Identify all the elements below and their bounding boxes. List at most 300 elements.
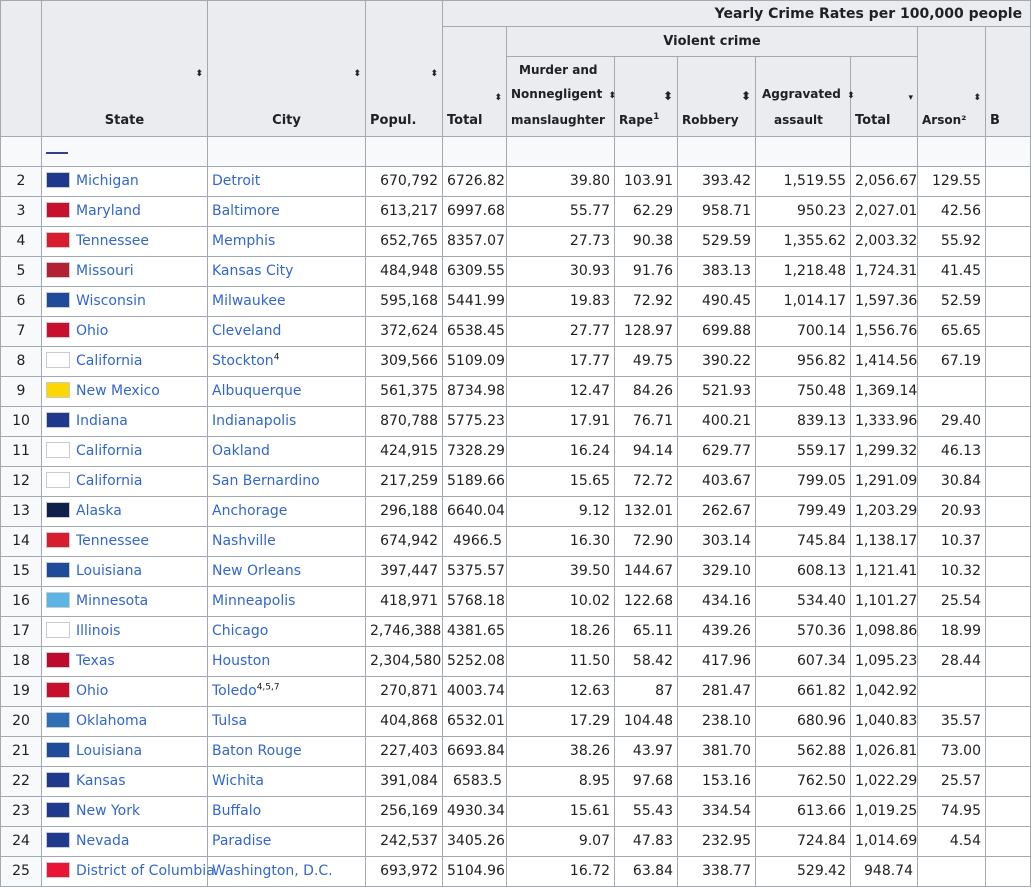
state-link[interactable]: Wisconsin (76, 293, 146, 309)
aggravated-assault-cell: 700.14 (756, 317, 851, 347)
rank-cell: 15 (1, 557, 42, 587)
next-column-cell (986, 467, 1031, 497)
spacer-cell (208, 137, 366, 167)
state-cell (42, 527, 208, 557)
robbery-cell: 238.10 (678, 707, 756, 737)
next-column-cell (986, 197, 1031, 227)
aggravated-assault-cell: 1,519.55 (756, 167, 851, 197)
arson-header[interactable] (918, 27, 986, 137)
rank-cell: 2 (1, 167, 42, 197)
aggravated-assault-cell: 799.49 (756, 497, 851, 527)
spacer-cell (42, 137, 208, 167)
sort-icon[interactable]: ⬍ (847, 91, 855, 101)
table-row (1, 227, 1031, 257)
next-column-cell (986, 617, 1031, 647)
rank-cell: 4 (1, 227, 42, 257)
table-row (1, 437, 1031, 467)
total-cell: 6583.5 (443, 767, 507, 797)
rape-cell: 104.48 (615, 707, 678, 737)
sort-icon[interactable]: ⬍ (494, 93, 502, 103)
arson-cell: 65.65 (918, 317, 986, 347)
city-header-label: City (272, 113, 301, 128)
total-cell: 8357.07 (443, 227, 507, 257)
arson-cell: 4.54 (918, 827, 986, 857)
total-cell: 5775.23 (443, 407, 507, 437)
rape-cell: 62.29 (615, 197, 678, 227)
rape-cell: 76.71 (615, 407, 678, 437)
state-link[interactable]: California (76, 353, 143, 369)
next-column-cell (986, 737, 1031, 767)
violent-total-cell: 1,414.56 (851, 347, 918, 377)
state-link[interactable]: Michigan (76, 173, 139, 189)
arson-header-label: Arson² (922, 113, 967, 127)
california-flag-icon (46, 352, 70, 368)
arson-cell: 41.45 (918, 257, 986, 287)
murder-cell: 12.63 (507, 677, 615, 707)
total-cell: 6997.68 (443, 197, 507, 227)
table-row (1, 557, 1031, 587)
state-link[interactable]: Ohio (76, 323, 109, 339)
violent-total-cell: 1,098.86 (851, 617, 918, 647)
robbery-cell: 390.22 (678, 347, 756, 377)
robbery-cell: 490.45 (678, 287, 756, 317)
murder-cell: 11.50 (507, 647, 615, 677)
city-link[interactable]: Buffalo (212, 803, 262, 819)
rape-cell: 91.76 (615, 257, 678, 287)
state-link[interactable]: Illinois (76, 623, 121, 639)
nevada-flag-icon (46, 832, 70, 848)
violent-total-cell: 1,101.27 (851, 587, 918, 617)
rank-cell: 6 (1, 287, 42, 317)
state-link[interactable]: New York (76, 803, 141, 819)
state-link[interactable]: Louisiana (76, 563, 143, 579)
city-footnote[interactable]: 4,5,7 (256, 682, 280, 693)
aggravated-assault-cell: 559.17 (756, 437, 851, 467)
total-cell: 5109.09 (443, 347, 507, 377)
wisconsin-flag-icon (46, 292, 70, 308)
rape-cell: 87 (615, 677, 678, 707)
header-spacer-row (1, 137, 1031, 167)
city-link[interactable]: Paradise (212, 833, 272, 849)
city-link[interactable]: Nashville (212, 533, 276, 549)
arson-cell: 129.55 (918, 167, 986, 197)
robbery-cell: 393.42 (678, 167, 756, 197)
state-cell (42, 797, 208, 827)
rank-cell: 20 (1, 707, 42, 737)
city-link[interactable]: Milwaukee (212, 293, 286, 309)
violent-total-cell: 2,056.67 (851, 167, 918, 197)
murder-cell: 18.26 (507, 617, 615, 647)
maryland-flag-icon (46, 202, 70, 218)
total-cell: 5768.18 (443, 587, 507, 617)
violent-total-cell: 1,333.96 (851, 407, 918, 437)
total-cell: 4966.5 (443, 527, 507, 557)
arson-cell: 30.84 (918, 467, 986, 497)
population-cell: 309,566 (366, 347, 443, 377)
population-cell: 391,084 (366, 767, 443, 797)
city-link[interactable]: New Orleans (212, 563, 302, 579)
next-column-cell (986, 167, 1031, 197)
state-cell (42, 287, 208, 317)
murder-line1: Murder and (519, 63, 598, 77)
total-cell: 6726.82 (443, 167, 507, 197)
city-link[interactable]: Baton Rouge (212, 743, 302, 759)
state-cell (42, 767, 208, 797)
state-link[interactable]: Louisiana (76, 743, 143, 759)
city-cell (208, 407, 366, 437)
rank-cell: 17 (1, 617, 42, 647)
rape-cell: 103.91 (615, 167, 678, 197)
arson-cell: 20.93 (918, 497, 986, 527)
murder-cell: 17.77 (507, 347, 615, 377)
violent-total-cell: 1,095.23 (851, 647, 918, 677)
robbery-cell: 383.13 (678, 257, 756, 287)
total-cell: 6538.45 (443, 317, 507, 347)
murder-line2-wrap (511, 82, 617, 108)
city-link[interactable]: Washington, D.C. (212, 863, 333, 879)
state-link[interactable]: Minnesota (76, 593, 149, 609)
arson-cell: 73.00 (918, 737, 986, 767)
aggravated-assault-cell: 529.42 (756, 857, 851, 887)
indiana-flag-icon (46, 412, 70, 428)
rank-cell: 23 (1, 797, 42, 827)
rape-cell: 72.92 (615, 287, 678, 317)
state-link[interactable]: Maryland (76, 203, 141, 219)
population-cell: 2,304,580 (366, 647, 443, 677)
population-cell: 397,447 (366, 557, 443, 587)
population-cell: 372,624 (366, 317, 443, 347)
table-row (1, 617, 1031, 647)
violent-total-cell: 1,042.92 (851, 677, 918, 707)
population-cell: 424,915 (366, 437, 443, 467)
state-link[interactable]: District of Columbia (76, 863, 215, 879)
aggravated-assault-cell: 724.84 (756, 827, 851, 857)
violent-total-cell: 1,138.17 (851, 527, 918, 557)
city-header[interactable] (208, 1, 366, 137)
aggravated-assault-header[interactable] (756, 57, 855, 137)
state-link[interactable]: Ohio (76, 683, 109, 699)
arson-cell (918, 857, 986, 887)
new-york-flag-icon (46, 802, 70, 818)
state-cell (42, 257, 208, 287)
aggravated-assault-cell: 661.82 (756, 677, 851, 707)
state-cell (42, 617, 208, 647)
murder-cell: 15.65 (507, 467, 615, 497)
violent-total-cell: 1,556.76 (851, 317, 918, 347)
aggravated-assault-cell: 613.66 (756, 797, 851, 827)
arson-cell: 46.13 (918, 437, 986, 467)
population-cell: 296,188 (366, 497, 443, 527)
next-column-cell (986, 347, 1031, 377)
robbery-cell: 434.16 (678, 587, 756, 617)
rape-cell: 63.84 (615, 857, 678, 887)
violent-total-cell: 1,040.83 (851, 707, 918, 737)
spacer-cell (443, 137, 507, 167)
aggravated-assault-cell: 745.84 (756, 527, 851, 557)
next-column-cell (986, 707, 1031, 737)
table-row (1, 587, 1031, 617)
city-link[interactable]: Kansas City (212, 263, 294, 279)
city-cell (208, 677, 366, 707)
murder-cell: 16.72 (507, 857, 615, 887)
city-link[interactable]: Toledo (212, 683, 257, 699)
california-flag-icon (46, 442, 70, 458)
total-cell: 4930.34 (443, 797, 507, 827)
rank-cell: 22 (1, 767, 42, 797)
violent-total-cell: 948.74 (851, 857, 918, 887)
state-cell (42, 227, 208, 257)
population-cell: 242,537 (366, 827, 443, 857)
table-row (1, 467, 1031, 497)
murder-cell: 9.07 (507, 827, 615, 857)
city-link[interactable]: Albuquerque (212, 383, 302, 399)
rape-header[interactable] (615, 57, 678, 137)
district-of-columbia-flag-icon (46, 862, 70, 878)
total-cell: 4003.74 (443, 677, 507, 707)
robbery-cell: 232.95 (678, 827, 756, 857)
violent-total-cell: 2,003.32 (851, 227, 918, 257)
murder-cell: 17.91 (507, 407, 615, 437)
table-row (1, 707, 1031, 737)
missouri-flag-icon (46, 262, 70, 278)
total-cell: 6640.04 (443, 497, 507, 527)
rank-cell: 9 (1, 377, 42, 407)
city-link[interactable]: Houston (212, 653, 271, 669)
rape-cell: 122.68 (615, 587, 678, 617)
robbery-header-label: Robbery (682, 113, 739, 127)
population-cell: 217,259 (366, 467, 443, 497)
california-flag-icon (46, 472, 70, 488)
aggravated-assault-cell: 799.05 (756, 467, 851, 497)
city-link[interactable]: Indianapolis (212, 413, 297, 429)
city-cell (208, 197, 366, 227)
next-column-cell (986, 317, 1031, 347)
aggravated-assault-cell: 570.36 (756, 617, 851, 647)
city-link[interactable]: Detroit (212, 173, 261, 189)
murder-cell: 27.73 (507, 227, 615, 257)
murder-line2: Nonnegligent (511, 87, 603, 101)
city-link[interactable]: Stockton (212, 353, 274, 369)
rape-footnote[interactable]: 1 (653, 112, 660, 122)
robbery-cell: 403.67 (678, 467, 756, 497)
state-link[interactable]: California (76, 443, 143, 459)
city-cell (208, 437, 366, 467)
city-link[interactable]: Memphis (212, 233, 276, 249)
sort-icon[interactable]: ⬍ (973, 93, 981, 103)
state-cell (42, 467, 208, 497)
murder-header[interactable] (507, 57, 615, 137)
next-column-header[interactable] (986, 27, 1031, 137)
city-link[interactable]: Wichita (212, 773, 264, 789)
violent-crime-header (507, 27, 918, 57)
next-column-label: B (990, 113, 1000, 128)
table-row (1, 317, 1031, 347)
murder-cell: 38.26 (507, 737, 615, 767)
table-row (1, 257, 1031, 287)
state-link[interactable]: Kansas (76, 773, 126, 789)
louisiana-flag-icon (46, 742, 70, 758)
state-link[interactable]: Oklahoma (76, 713, 148, 729)
arson-cell: 10.37 (918, 527, 986, 557)
state-link[interactable]: Nevada (76, 833, 130, 849)
table-row (1, 527, 1031, 557)
next-column-cell (986, 857, 1031, 887)
table-body (1, 137, 1031, 887)
rape-cell: 72.90 (615, 527, 678, 557)
total-header[interactable] (443, 27, 507, 137)
rape-cell: 72.72 (615, 467, 678, 497)
violent-total-cell: 1,291.09 (851, 467, 918, 497)
rank-cell: 13 (1, 497, 42, 527)
next-column-cell (986, 407, 1031, 437)
rape-cell: 49.75 (615, 347, 678, 377)
spacer-cell (986, 137, 1031, 167)
population-cell: 418,971 (366, 587, 443, 617)
spacer-cell (615, 137, 678, 167)
city-footnote[interactable]: 4 (273, 352, 280, 363)
murder-cell: 10.02 (507, 587, 615, 617)
murder-cell: 39.50 (507, 557, 615, 587)
population-cell: 670,792 (366, 167, 443, 197)
sort-icon[interactable]: ⬍ (740, 89, 751, 103)
aggravated-assault-cell: 1,218.48 (756, 257, 851, 287)
violent-total-cell: 1,121.41 (851, 557, 918, 587)
state-cell (42, 377, 208, 407)
state-cell (42, 647, 208, 677)
state-cell (42, 707, 208, 737)
rape-cell: 65.11 (615, 617, 678, 647)
violent-total-cell: 1,019.25 (851, 797, 918, 827)
state-link[interactable]: California (76, 473, 143, 489)
murder-cell: 12.47 (507, 377, 615, 407)
table-row (1, 497, 1031, 527)
city-link[interactable]: Anchorage (212, 503, 288, 519)
population-cell: 693,972 (366, 857, 443, 887)
city-cell (208, 767, 366, 797)
total-cell: 5441.99 (443, 287, 507, 317)
sort-icon[interactable]: ⬍ (662, 89, 673, 103)
violent-total-cell: 1,022.29 (851, 767, 918, 797)
next-column-cell (986, 647, 1031, 677)
state-link[interactable]: Tennessee (76, 233, 149, 249)
city-cell (208, 257, 366, 287)
sort-down-icon[interactable]: ▾ (908, 93, 913, 103)
city-link[interactable]: San Bernardino (212, 473, 320, 489)
city-cell (208, 527, 366, 557)
rape-cell: 132.01 (615, 497, 678, 527)
robbery-cell: 329.10 (678, 557, 756, 587)
city-cell (208, 317, 366, 347)
oklahoma-flag-icon (46, 712, 70, 728)
louisiana-flag-icon (46, 562, 70, 578)
spacer-cell (756, 137, 851, 167)
sort-icon[interactable]: ⬍ (430, 69, 438, 79)
state-header-label: State (104, 113, 145, 128)
state-cell (42, 437, 208, 467)
state-link[interactable]: Texas (76, 653, 115, 669)
city-cell (208, 557, 366, 587)
murder-cell: 15.61 (507, 797, 615, 827)
rape-header-label: Rape (619, 113, 654, 127)
population-header-label: Popul. (370, 113, 417, 128)
next-column-cell (986, 227, 1031, 257)
city-cell (208, 167, 366, 197)
ohio-flag-icon (46, 322, 70, 338)
robbery-cell: 417.96 (678, 647, 756, 677)
aggravated-assault-cell: 562.88 (756, 737, 851, 767)
total-cell: 6693.84 (443, 737, 507, 767)
yearly-crime-rates-header (443, 1, 1031, 27)
illinois-flag-icon (46, 622, 70, 638)
population-cell: 227,403 (366, 737, 443, 767)
spacer-cell (1, 137, 42, 167)
city-cell (208, 497, 366, 527)
aggravated-assault-cell: 950.23 (756, 197, 851, 227)
aggravated-assault-cell: 750.48 (756, 377, 851, 407)
table-row (1, 737, 1031, 767)
city-link[interactable]: Oakland (212, 443, 270, 459)
robbery-cell: 153.16 (678, 767, 756, 797)
violent-total-cell: 1,597.36 (851, 287, 918, 317)
arson-cell: 18.99 (918, 617, 986, 647)
table-row (1, 857, 1031, 887)
state-cell (42, 677, 208, 707)
city-link[interactable]: Chicago (212, 623, 269, 639)
robbery-cell: 439.26 (678, 617, 756, 647)
total-cell: 7328.29 (443, 437, 507, 467)
robbery-header[interactable] (678, 57, 756, 137)
table-row (1, 347, 1031, 377)
city-link[interactable]: Tulsa (212, 713, 248, 729)
state-header[interactable] (42, 1, 208, 137)
rape-cell: 55.43 (615, 797, 678, 827)
state-link[interactable]: Tennessee (76, 533, 149, 549)
city-cell (208, 857, 366, 887)
state-link[interactable]: Indiana (76, 413, 128, 429)
aggravated-assault-cell: 607.34 (756, 647, 851, 677)
sort-icon[interactable]: ⬍ (195, 69, 203, 79)
next-column-cell (986, 287, 1031, 317)
city-link[interactable]: Minneapolis (212, 593, 296, 609)
arson-cell: 25.57 (918, 767, 986, 797)
arson-cell (918, 377, 986, 407)
rape-cell: 58.42 (615, 647, 678, 677)
total-cell: 4381.65 (443, 617, 507, 647)
population-header[interactable] (366, 1, 443, 137)
murder-line3: manslaughter (511, 113, 605, 127)
minnesota-flag-icon (46, 592, 70, 608)
state-cell (42, 497, 208, 527)
total-cell: 5375.57 (443, 557, 507, 587)
robbery-cell: 281.47 (678, 677, 756, 707)
population-cell: 404,868 (366, 707, 443, 737)
sort-icon[interactable]: ⬍ (608, 91, 617, 101)
rank-header (1, 1, 42, 137)
rank-cell: 19 (1, 677, 42, 707)
state-link[interactable]: Missouri (76, 263, 134, 279)
ohio-flag-icon (46, 682, 70, 698)
state-link[interactable]: Alaska (76, 503, 122, 519)
table-row (1, 167, 1031, 197)
rank-cell: 21 (1, 737, 42, 767)
city-link[interactable]: Baltimore (212, 203, 280, 219)
city-cell (208, 587, 366, 617)
sort-icon[interactable]: ⬍ (353, 69, 361, 79)
state-link[interactable]: New Mexico (76, 383, 160, 399)
city-link[interactable]: Cleveland (212, 323, 282, 339)
violent-total-header[interactable] (851, 57, 918, 137)
state-cell (42, 827, 208, 857)
